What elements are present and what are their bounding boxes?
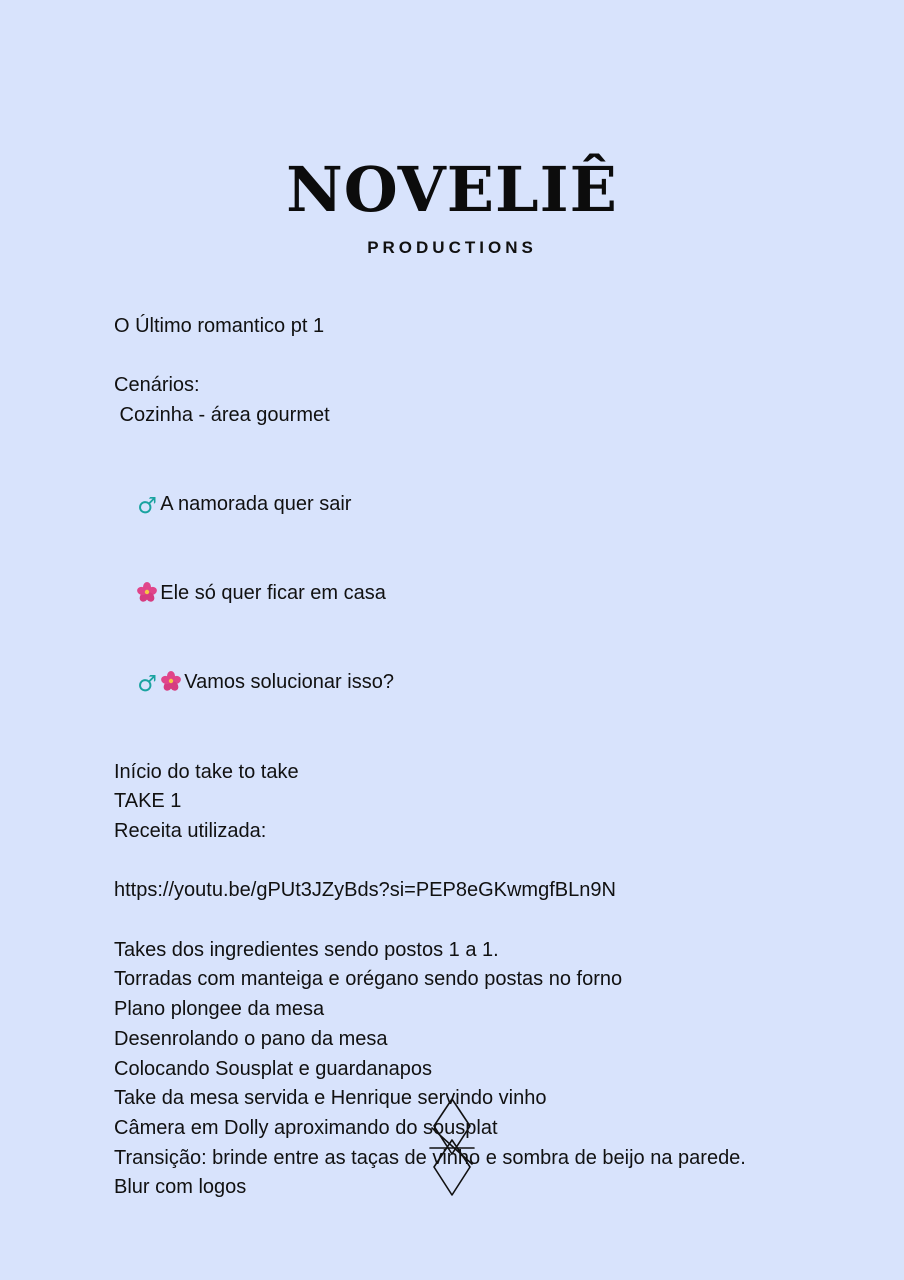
cast-line-text: Vamos solucionar isso? <box>184 671 394 694</box>
document-title: O Último romantico pt 1 <box>114 315 325 337</box>
hibiscus-icon <box>160 671 182 691</box>
take-step: Colocando Sousplat e guardanapos <box>114 1057 433 1080</box>
cast-line <box>114 639 854 728</box>
spacer <box>114 728 854 758</box>
take-step: Câmera em Dolly aproximando do sousplat <box>114 1116 498 1139</box>
cast-line <box>114 460 854 549</box>
scenes-label: Cenários: <box>114 374 200 397</box>
male-sign-icon: ♂ <box>137 672 158 698</box>
spacer <box>114 847 854 877</box>
brand-logo: NOVELIÊ <box>286 153 618 226</box>
take-step: Plano plongee da mesa <box>114 998 325 1021</box>
take-step: Torradas com manteiga e orégano sendo postas no forno <box>114 968 623 991</box>
cast-line-text: A namorada quer sair <box>160 493 352 516</box>
take-step: Desenrolando o pano da mesa <box>114 1027 388 1050</box>
cast-line <box>114 550 854 639</box>
hibiscus-icon <box>136 582 158 602</box>
intro-line: Início do take to take <box>114 760 299 783</box>
take-step: Transição: brinde entre as taças de vinho e sombra de beijo na parede. <box>114 1146 746 1169</box>
script-document <box>114 312 854 1203</box>
brand-subtitle: PRODUCTIONS <box>367 238 537 257</box>
brand-mark-icon <box>428 1096 476 1198</box>
cast-line-text: Ele só quer ficar em casa <box>160 582 386 605</box>
male-sign-icon: ♂ <box>137 494 158 520</box>
spacer <box>114 342 854 372</box>
spacer <box>114 431 854 461</box>
take-label: TAKE 1 <box>114 790 182 813</box>
take-step: Takes dos ingredientes sendo postos 1 a 1. <box>114 938 499 961</box>
spacer <box>114 906 854 936</box>
recipe-label: Receita utilizada: <box>114 819 267 842</box>
scene-item: Cozinha - área gourmet <box>114 404 330 427</box>
take-step: Blur com logos <box>114 1176 247 1199</box>
take-step: Take da mesa servida e Henrique servindo vinho <box>114 1087 547 1110</box>
header <box>0 150 904 258</box>
recipe-link[interactable]: https://youtu.be/gPUt3JZyBds?si=PEP8eGKwmgfBLn9N <box>114 879 616 902</box>
